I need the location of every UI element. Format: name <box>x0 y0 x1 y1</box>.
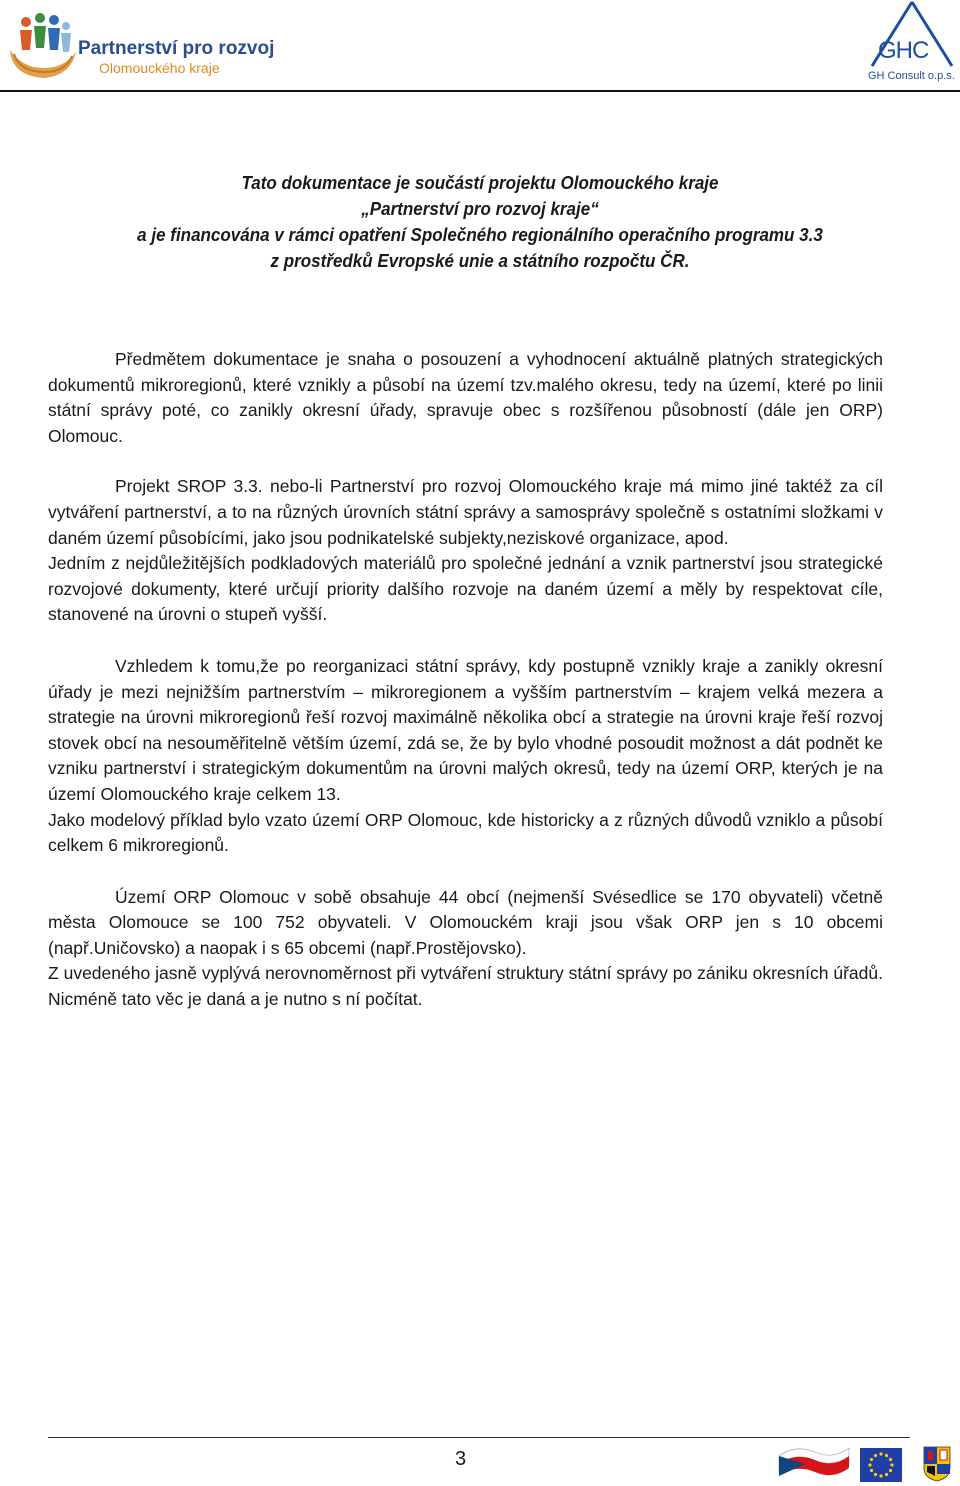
paragraph: Z uvedeného jasně vyplývá nerovnoměrnost při vytváření struktury státní správy po zániku okresních úřadů. Nicméně tato věc je daná a je nutno s ní počítat. <box>48 963 883 1010</box>
intro-statement <box>83 170 878 274</box>
paragraph: Předmětem dokumentace je snaha o posouzení a vyhodnocení aktuálně platných strategických dokumentů mikroregionů, které vznikly a působí na území tzv.malého okresu, tedy na území, které po linii státní správy poté, co zanikly okresní úřady, spravuje obec s rozšířenou působností (dále jen ORP) Olomouc. <box>48 349 883 446</box>
paragraph: Jedním z nejdůležitějších podkladových materiálů pro společné jednání a vznik partnerství jsou strategické rozvojové dokumenty, které určují priority dalšího rozvoje na daném území a měly by respektovat cíle, stanovené na úrovni o stupeň vyšší. <box>48 553 883 625</box>
document-body <box>48 347 883 1013</box>
paragraph: Projekt SROP 3.3. nebo-li Partnerství pro rozvoj Olomouckého kraje má mimo jiné taktéž za cíl vytváření partnerství, a to na různých úrovních státní správy a samosprávy společně s ostatními složkami v daném území působícími, jako jsou podnikatelské subjekty,neziskové organizace, apod. <box>48 476 883 548</box>
logo-title: Partnerství pro rozvoj <box>78 38 275 59</box>
olomouc-region-crest-icon <box>923 1446 951 1482</box>
eu-flag-icon <box>860 1448 902 1482</box>
paragraph: Území ORP Olomouc v sobě obsahuje 44 obcí (nejmenší Svésedlice se 170 obyvateli) včetně města Olomouce se 100 752 obyvateli. V Olomouckém kraji jsou však ORP jen s 10 obcemi (např.Uničovsko) a naopak i s 65 obcemi (např.Prostějovsko). <box>48 886 883 958</box>
intro-line: „Partnerství pro rozvoj kraje“ <box>361 198 599 219</box>
page-header <box>0 0 960 92</box>
paragraph: Jako modelový příklad bylo vzato území ORP Olomouc, kde historicky a z různých důvodů vzniklo a působí celkem 6 mikroregionů. <box>48 809 883 856</box>
intro-line: z prostředků Evropské unie a státního rozpočtu ČR. <box>270 250 690 271</box>
czech-flag-icon <box>775 1438 853 1482</box>
intro-line: Tato dokumentace je součástí projektu Olomouckého kraje <box>241 172 719 193</box>
intro-line: a je financována v rámci opatření Společného regionálního operačního programu 3.3 <box>137 224 823 245</box>
page-number: 3 <box>455 1448 467 1470</box>
paragraph: Vzhledem k tomu,že po reorganizaci státní správy, kdy postupně vznikly kraje a zanikly okresní úřady je mezi nejnižším partnerstvím – mikroregionem a vyšším partnerstvím – krajem velká mezera a strategie na úrovni mikroregionů řeší rozvoj maximálně několika obcí a strategie na úrovni kraje řeší rozvoj stovek obcí na nesouměřitelně větším území, zdá se, že by bylo vhodné posoudit možnost a dát podnět ke vzniku partnerství i strategickým dokumentům na úrovni malých okresů, tedy na území ORP, kterých je na území Olomouckého kraje celkem 13. <box>48 655 883 804</box>
ghc-letters: GHC <box>878 37 929 64</box>
ghc-subtitle: GH Consult o.p.s. <box>868 70 955 82</box>
header-divider <box>0 90 960 92</box>
logo-subtitle: Olomouckého kraje <box>99 60 220 76</box>
